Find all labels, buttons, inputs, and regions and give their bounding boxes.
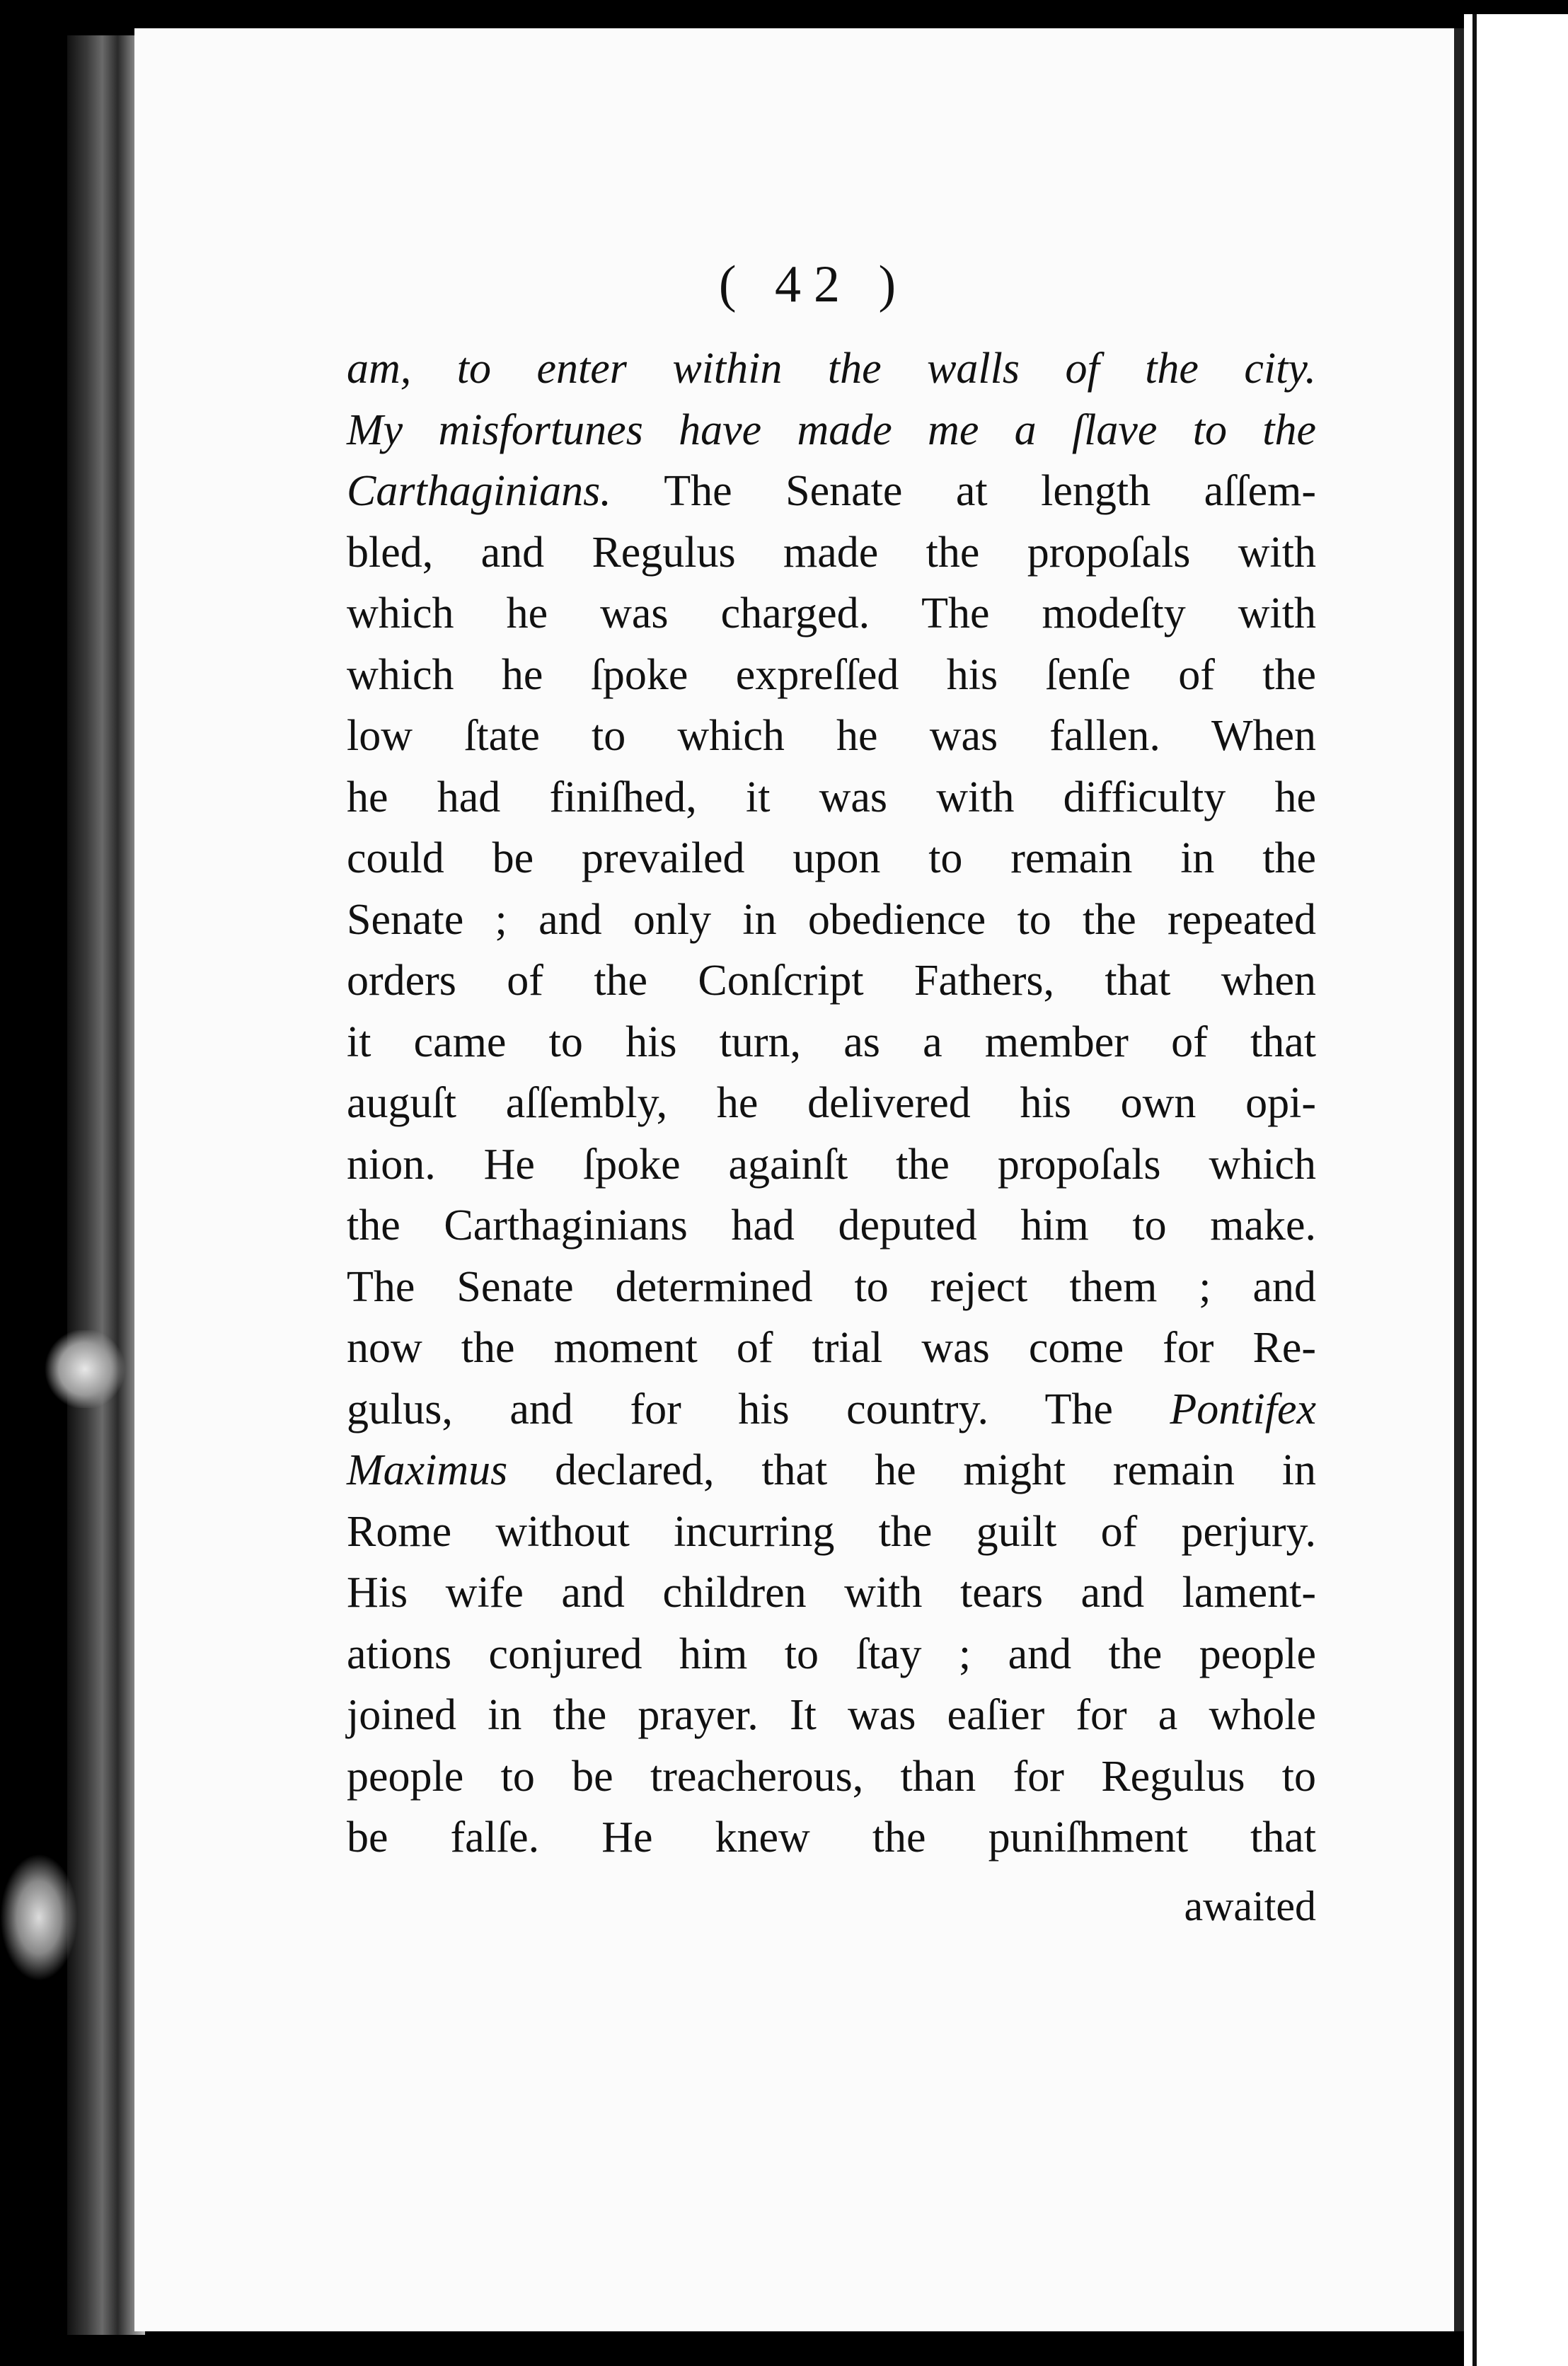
roman-text: could be prevailed upon to remain in the	[347, 834, 1316, 882]
roman-text: be falſe. He knew the puniſhment that	[347, 1813, 1316, 1862]
roman-text: His wife and children with tears and lament-	[347, 1569, 1316, 1617]
catchword: awaited	[1184, 1883, 1316, 1929]
roman-text: The Senate at length aſſem-	[611, 467, 1316, 515]
text-line	[347, 1195, 1316, 1257]
roman-text: Senate ; and only in obedience to the repeated	[347, 895, 1316, 944]
text-line	[347, 767, 1316, 829]
facing-page-sliver	[1464, 14, 1568, 2366]
roman-text: declared, that he might remain in	[507, 1446, 1316, 1494]
text-line	[347, 1624, 1316, 1685]
text-line	[347, 1073, 1316, 1134]
text-line	[347, 1317, 1316, 1379]
roman-text: which he ſpoke expreſſed his ſenſe of the	[347, 650, 1316, 699]
roman-text: low ſtate to which he was fallen. When	[347, 712, 1316, 760]
roman-text: Rome without incurring the guilt of perjury.	[347, 1507, 1316, 1556]
page-edge	[1454, 28, 1464, 2331]
paper-damage-mark	[42, 1330, 127, 1408]
text-line	[347, 522, 1316, 584]
paper-damage-mark	[0, 1854, 78, 1981]
page-number-header: ( 42 )	[718, 255, 909, 313]
roman-text: ations conjured him to ſtay ; and the people	[347, 1629, 1316, 1678]
text-line	[347, 1440, 1316, 1501]
italic-text: Maximus	[347, 1446, 508, 1494]
text-line	[347, 1379, 1316, 1441]
text-line	[347, 828, 1316, 889]
text-line	[347, 1012, 1316, 1073]
italic-text: Pontifex	[1170, 1385, 1316, 1433]
text-line	[347, 1257, 1316, 1318]
text-line	[347, 338, 1316, 400]
book-gutter	[67, 35, 145, 2335]
italic-text: My misfortunes have made me a ſlave to the	[347, 405, 1316, 454]
roman-text: auguſt aſſembly, he delivered his own opi-	[347, 1079, 1316, 1127]
italic-text: am, to enter within the walls of the city.	[347, 345, 1316, 393]
text-line	[347, 400, 1316, 461]
text-line	[347, 705, 1316, 767]
text-line	[347, 1134, 1316, 1196]
facing-page-edge-line	[1472, 14, 1477, 2366]
text-line	[347, 583, 1316, 645]
roman-text: orders of the Conſcript Fathers, that when	[347, 957, 1316, 1005]
roman-text: gulus, and for his country. The	[347, 1385, 1170, 1433]
body-text	[347, 338, 1316, 1869]
text-line	[347, 1807, 1316, 1869]
text-line	[347, 461, 1316, 522]
roman-text: joined in the prayer. It was eaſier for a whole	[347, 1691, 1316, 1739]
roman-text: nion. He ſpoke againſt the propoſals which	[347, 1140, 1316, 1189]
roman-text: it came to his turn, as a member of that	[347, 1017, 1316, 1066]
roman-text: the Carthaginians had deputed him to make.	[347, 1201, 1316, 1250]
text-line	[347, 889, 1316, 951]
roman-text: now the moment of trial was come for Re-	[347, 1324, 1316, 1372]
text-line	[347, 1685, 1316, 1746]
text-line	[347, 1746, 1316, 1808]
roman-text: people to be treacherous, than for Regulus to	[347, 1752, 1316, 1801]
roman-text: which he was charged. The modeſty with	[347, 589, 1316, 637]
roman-text: bled, and Regulus made the propoſals with	[347, 528, 1316, 577]
italic-text: Carthaginians.	[347, 467, 611, 515]
text-line	[347, 645, 1316, 706]
roman-text: The Senate determined to reject them ; and	[347, 1262, 1316, 1311]
text-line	[347, 1501, 1316, 1563]
text-line	[347, 950, 1316, 1012]
roman-text: he had finiſhed, it was with difficulty he	[347, 773, 1316, 821]
text-line	[347, 1562, 1316, 1624]
